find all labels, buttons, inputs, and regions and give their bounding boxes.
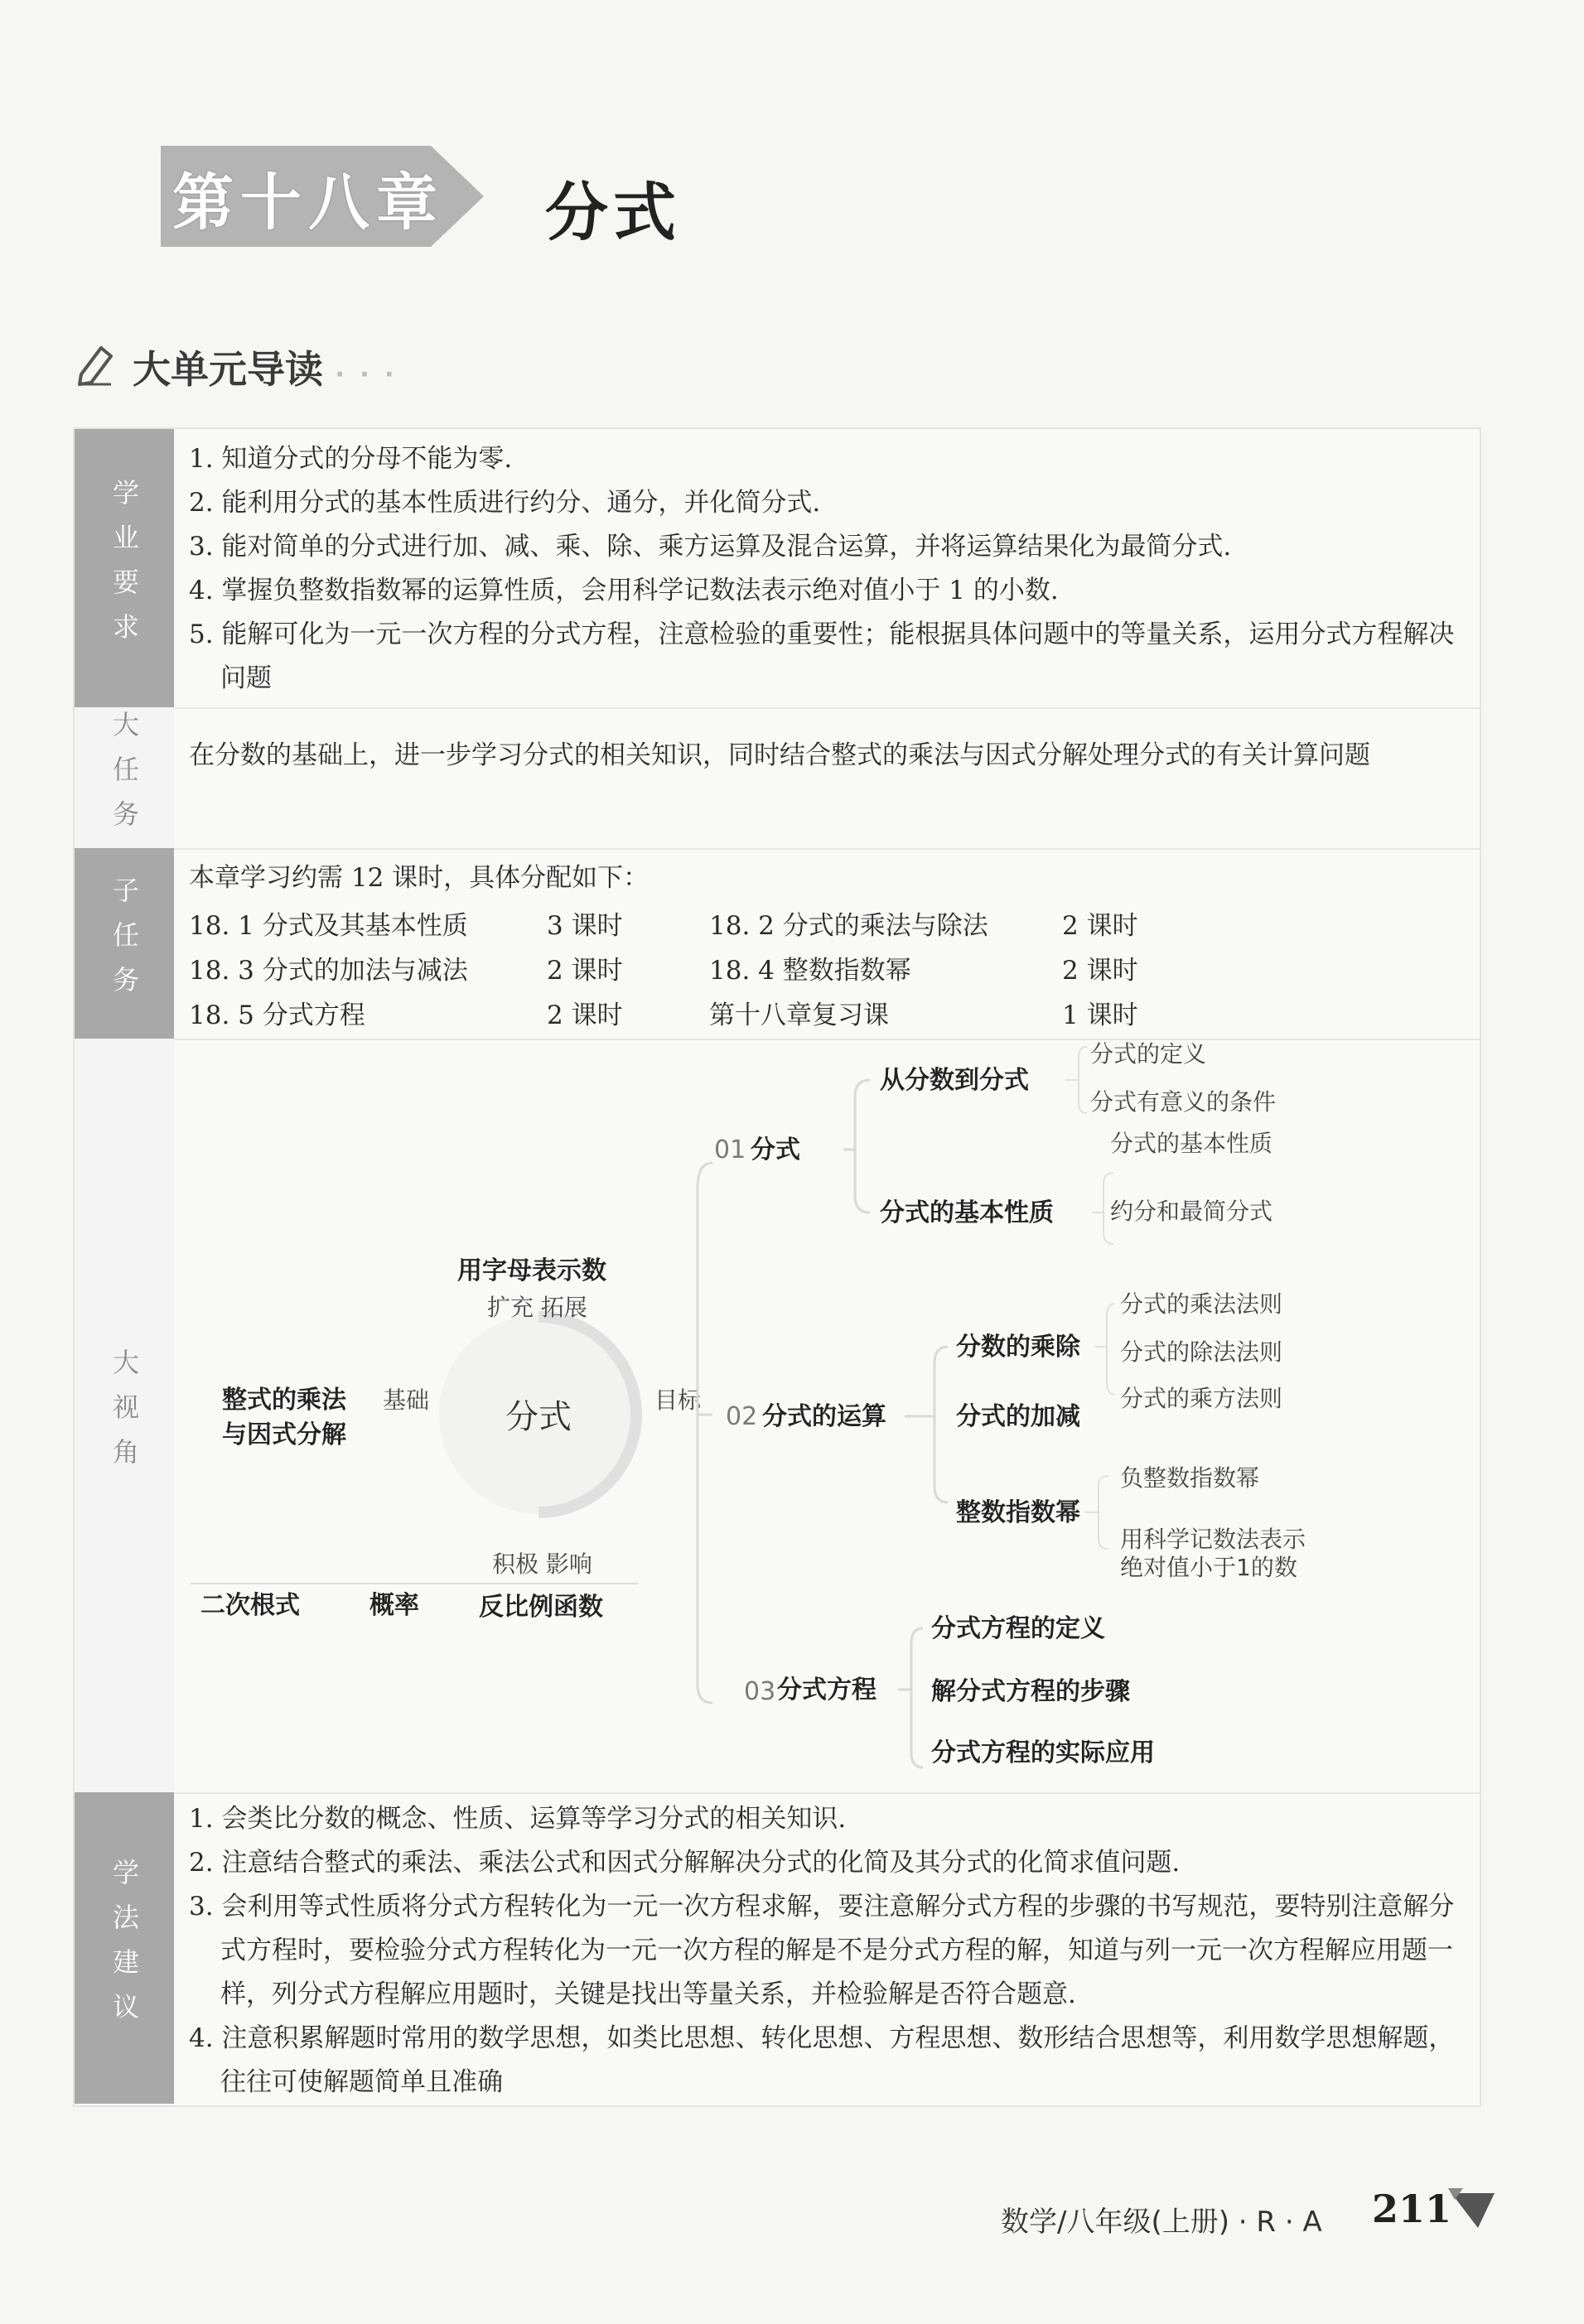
leaf-definition: 分式的定义 — [1090, 1040, 1207, 1068]
row-study-tips — [75, 1792, 1480, 2104]
row-big-view — [75, 1039, 1480, 1794]
schedule-hours: 2 课时 — [547, 1000, 623, 1030]
schedule-hours: 1 课时 — [1062, 1000, 1138, 1030]
node-probability: 概率 — [369, 1591, 419, 1620]
list-item: 3. 能对简单的分式进行加、减、乘、除、乘方运算及混合运算，并将运算结果化为最简分式. — [189, 532, 1232, 562]
schedule-item: 18. 5 分式方程 — [189, 1000, 365, 1030]
sub-basic-property: 分式的基本性质 — [880, 1198, 1054, 1227]
leaf-basic-property: 分式的基本性质 — [1110, 1130, 1273, 1157]
branch-fraction: 分式 — [751, 1135, 800, 1164]
schedule-hours: 3 课时 — [547, 911, 623, 941]
node-inverse-proportion: 反比例函数 — [479, 1593, 603, 1622]
list-item: 4. 掌握负整数指数幂的运算性质，会用科学记数法表示绝对值小于 1 的小数. — [189, 576, 1059, 605]
row-label: 大视角 — [75, 1039, 174, 1792]
pencil-icon — [73, 338, 123, 388]
sub-equation-steps: 解分式方程的步骤 — [931, 1677, 1130, 1706]
leaf-scientific-notation: 用科学记数法表示 — [1120, 1526, 1306, 1553]
node-polynomial-mult-1: 整式的乘法 — [222, 1386, 346, 1415]
list-item: 3. 会利用等式性质将分式方程转化为一元一次方程求解，要注意解分式方程的步骤的书写规范，要特别注意解分式方程时，要检验分式方程转化为一元一次方程的解是不是分式方程的解，知道与列一元一次方程解应用题一样，列分式方程解应用题时，关键是找出等量关系，并检验解是否符合题意. — [189, 1892, 1455, 2009]
row-label: 学业要求 — [75, 429, 174, 707]
row-label: 大任务 — [75, 707, 174, 848]
book-info: 数学/八年级(上册) · R · A — [1001, 2206, 1322, 2239]
study-tips-list — [189, 1797, 1470, 2105]
node-letters-as-numbers: 用字母表示数 — [457, 1256, 606, 1285]
leaf-power-rule: 分式的乘方法则 — [1120, 1385, 1283, 1412]
branch-number: 01 — [714, 1135, 746, 1164]
section-title: 大单元导读 · · · — [133, 347, 398, 392]
leaf-mult-rule: 分式的乘法法则 — [1120, 1290, 1283, 1318]
requirements-list — [189, 437, 1470, 701]
relation-extend: 扩充 拓展 — [487, 1294, 587, 1321]
page-number: 211 — [1372, 2187, 1452, 2231]
schedule-item: 18. 1 分式及其基本性质 — [189, 911, 468, 941]
sub-integer-exponent: 整数指数幂 — [956, 1498, 1080, 1527]
row-label: 学法建议 — [75, 1792, 174, 2104]
sub-equation-definition: 分式方程的定义 — [931, 1614, 1105, 1643]
schedule-hours: 2 课时 — [1062, 911, 1138, 941]
relation-basis: 基础 — [383, 1386, 430, 1414]
list-item: 2. 注意结合整式的乘法、乘法公式和因式分解解决分式的化简及其分式的化简求值问题. — [189, 1848, 1181, 1878]
sub-equation-applications: 分式方程的实际应用 — [931, 1738, 1155, 1767]
list-item: 4. 注意积累解题时常用的数学思想，如类比思想、转化思想、方程思想、数形结合思想等，利用数学思想解题，往往可使解题简单且准确 — [189, 2023, 1455, 2097]
list-item: 1. 会类比分数的概念、性质、运算等学习分式的相关知识. — [189, 1804, 847, 1834]
sub-from-numbers-to-fractions: 从分数到分式 — [880, 1066, 1029, 1095]
schedule-item: 18. 4 整数指数幂 — [709, 956, 911, 986]
chapter-title: 分式 — [545, 176, 681, 249]
branch-number: 02 — [726, 1402, 758, 1431]
branch-operations: 分式的运算 — [762, 1402, 886, 1431]
relation-impact: 积极 影响 — [492, 1550, 592, 1578]
leaf-div-rule: 分式的除法法则 — [1120, 1338, 1283, 1366]
row-requirements — [75, 429, 1480, 709]
big-task-text: 在分数的基础上，进一步学习分式的相关知识，同时结合整式的乘法与因式分解处理分式的有关计算问题 — [189, 740, 1370, 770]
branch-equation: 分式方程 — [777, 1675, 877, 1704]
relation-goal: 目标 — [654, 1386, 702, 1414]
leaf-reduction: 约分和最简分式 — [1110, 1198, 1273, 1225]
row-label: 子任务 — [75, 848, 174, 1039]
node-polynomial-mult-2: 与因式分解 — [222, 1420, 346, 1449]
sub-mult-div: 分数的乘除 — [956, 1333, 1080, 1362]
branch-number: 03 — [744, 1677, 776, 1706]
row-sub-task — [75, 848, 1480, 1040]
schedule-hours: 2 课时 — [1062, 956, 1138, 986]
node-quadratic-radical: 二次根式 — [200, 1591, 300, 1620]
schedule-item: 第十八章复习课 — [709, 1000, 889, 1030]
sub-add-sub: 分式的加减 — [956, 1402, 1080, 1431]
mind-map — [75, 1039, 1480, 1792]
leaf-meaningful-condition: 分式有意义的条件 — [1090, 1088, 1277, 1116]
chapter-banner — [149, 139, 497, 253]
schedule-hours: 2 课时 — [547, 956, 623, 986]
chapter-label: 第十八章 — [172, 167, 444, 239]
row-big-task — [75, 707, 1480, 850]
unit-guide-table — [73, 427, 1481, 2107]
list-item: 1. 知道分式的分母不能为零. — [189, 444, 513, 474]
corner-decoration-icon — [1445, 2182, 1503, 2240]
leaf-negative-exponent: 负整数指数幂 — [1120, 1464, 1260, 1492]
sub-task-intro: 本章学习约需 12 课时，具体分配如下： — [189, 863, 650, 893]
schedule-item: 18. 3 分式的加法与减法 — [189, 956, 468, 986]
list-item: 2. 能利用分式的基本性质进行约分、通分，并化简分式. — [189, 488, 821, 518]
center-node: 分式 — [505, 1398, 572, 1436]
list-item: 5. 能解可化为一元一次方程的分式方程，注意检验的重要性；能根据具体问题中的等量关系，运用分式方程解决问题 — [189, 620, 1455, 693]
schedule-item: 18. 2 分式的乘法与除法 — [709, 911, 988, 941]
leaf-scientific-notation-2: 绝对值小于1的数 — [1120, 1554, 1297, 1581]
